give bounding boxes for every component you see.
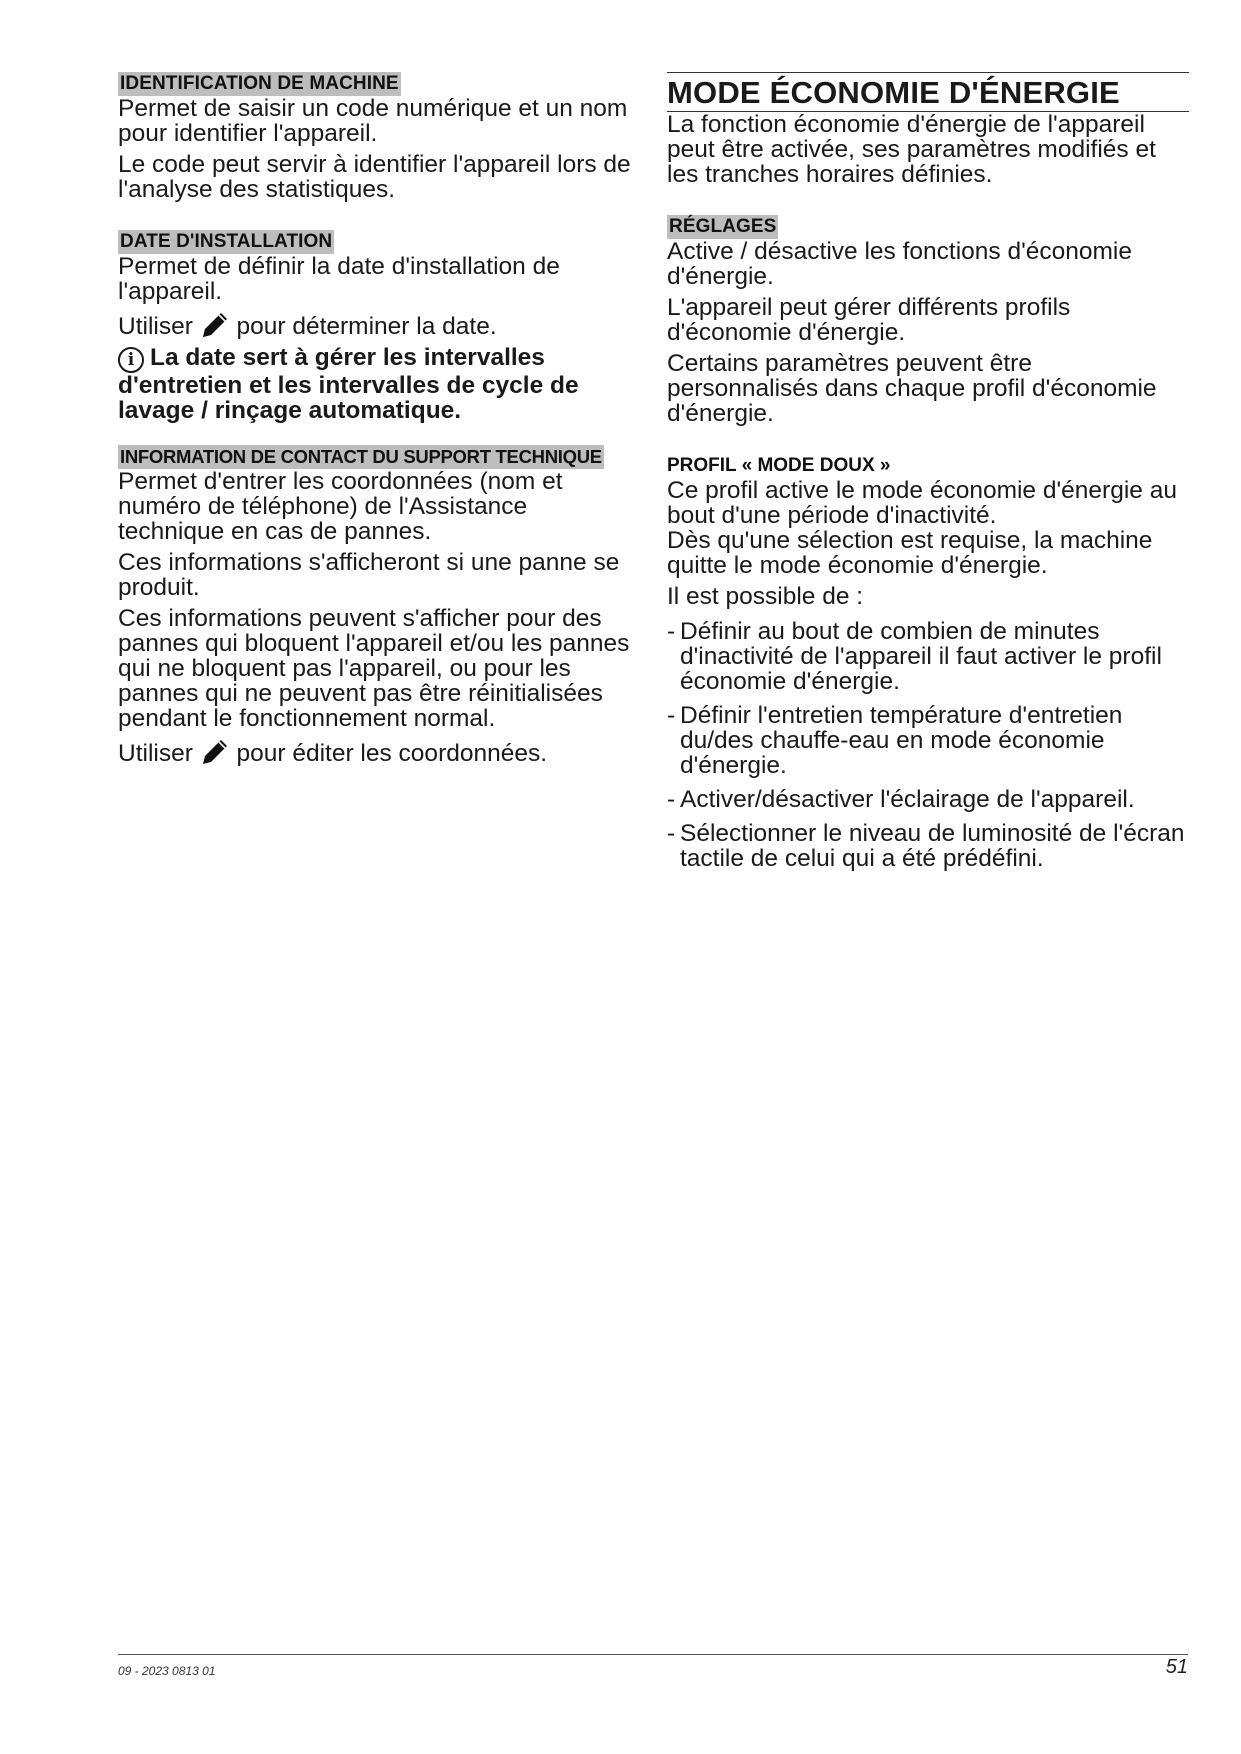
use-instruction [118, 737, 638, 766]
paragraph: Il est possible de : [667, 583, 864, 610]
section-soft-mode-profile [667, 454, 1189, 871]
info-note-text: La date sert à gérer les intervalles d'entretien et les intervalles de cycle de lavage / rinçage automatique. [118, 344, 579, 424]
list-item: - Activer/désactiver l'éclairage de l'appareil. [667, 786, 1135, 813]
paragraph: Ces informations peuvent s'afficher pour des pannes qui bloquent l'appareil et/ou les pannes qui ne bloquent pas l'appareil, ou pour les pannes qui ne peuvent pas être réinitialisées pendant le fonctionnement normal. [118, 605, 630, 732]
paragraph: Permet de saisir un code numérique et un nom pour identifier l'appareil. [118, 95, 628, 147]
section-label: RÉGLAGES [669, 216, 777, 237]
section-label: IDENTIFICATION DE MACHINE [120, 73, 399, 94]
page-title: MODE ÉCONOMIE D'ÉNERGIE [667, 72, 1189, 112]
section-label: DATE D'INSTALLATION [120, 231, 333, 252]
list-item: - Définir au bout de combien de minutes d'inactivité de l'appareil il faut activer le profil économie d'énergie. [667, 618, 1162, 695]
footer-divider [118, 1654, 1188, 1655]
paragraph: Active / désactive les fonctions d'économie d'énergie. [667, 238, 1132, 290]
right-column [667, 72, 1189, 880]
use-text-post: pour éditer les coordonnées. [236, 740, 548, 767]
document-code: 09 - 2023 0813 01 [118, 1664, 216, 1678]
list-item: - Sélectionner le niveau de luminosité de l'écran tactile de celui qui a été prédéfini. [667, 820, 1185, 872]
section-label: PROFIL « MODE DOUX » [667, 455, 891, 476]
section-identification [118, 72, 638, 202]
intro-paragraph: La fonction économie d'énergie de l'appareil peut être activée, ses paramètres modifiés et les tranches horaires définies. [667, 111, 1156, 188]
paragraph: Certains paramètres peuvent être personnalisés dans chaque profil d'économie d'énergie. [667, 350, 1157, 427]
page-number: 51 [1165, 1656, 1188, 1678]
list-item: - Définir l'entretien température d'entretien du/des chauffe-eau en mode économie d'énergie. [667, 702, 1123, 779]
paragraph: L'appareil peut gérer différents profils d'économie d'énergie. [667, 294, 1071, 346]
paragraph: Ces informations s'afficheront si une panne se produit. [118, 549, 620, 601]
pencil-icon [200, 737, 230, 765]
info-note [118, 345, 638, 423]
info-icon: i [118, 347, 144, 373]
use-instruction [118, 310, 638, 339]
paragraph: Ce profil active le mode économie d'énergie au bout d'une période d'inactivité. [667, 477, 1177, 529]
section-installation-date [118, 230, 638, 423]
use-text-pre: Utiliser [118, 740, 193, 767]
pencil-icon [200, 310, 230, 338]
option-list [667, 619, 1189, 871]
paragraph: Dès qu'une sélection est requise, la machine quitte le mode économie d'énergie. [667, 527, 1153, 579]
paragraph: Permet d'entrer les coordonnées (nom et numéro de téléphone) de l'Assistance technique en cas de pannes. [118, 468, 563, 545]
section-support-contact [118, 445, 638, 766]
use-text-pre: Utiliser [118, 313, 193, 340]
paragraph: Permet de définir la date d'installation de l'appareil. [118, 253, 560, 305]
section-settings [667, 215, 1189, 426]
use-text-post: pour déterminer la date. [236, 313, 497, 340]
section-label: INFORMATION DE CONTACT DU SUPPORT TECHNIQUE [120, 446, 602, 467]
paragraph: Le code peut servir à identifier l'appareil lors de l'analyse des statistiques. [118, 151, 631, 203]
left-column [118, 72, 638, 772]
